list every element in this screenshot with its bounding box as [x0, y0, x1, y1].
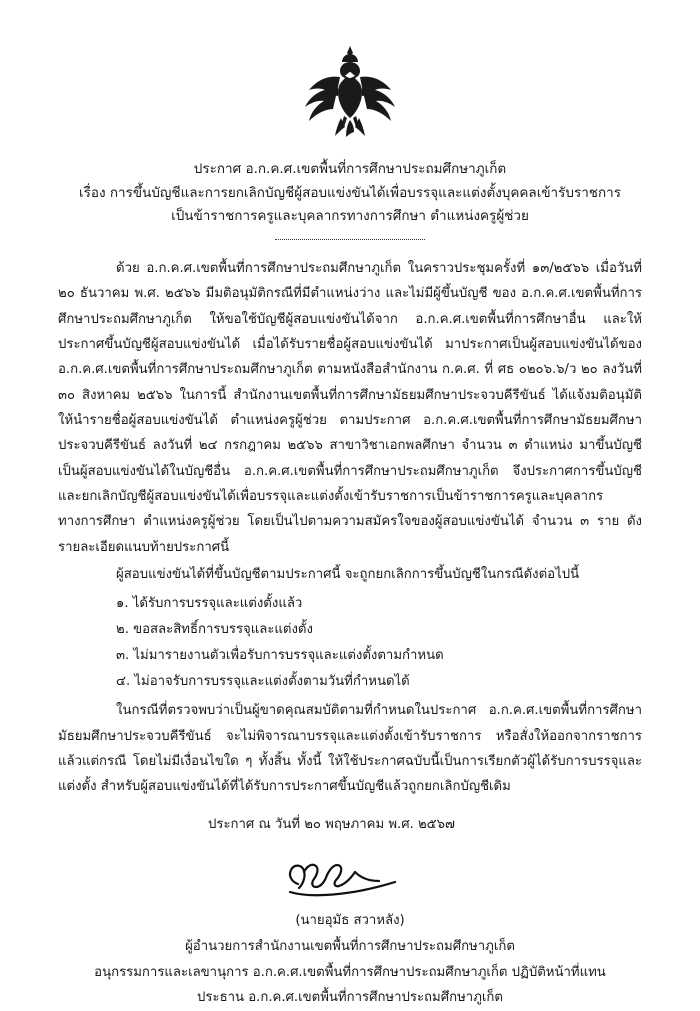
cancellation-conditions-list	[58, 591, 642, 694]
list-item: ๓. ไม่มารายงานตัวเพื่อรับการบรรจุและแต่งตั้งตามกำหนด	[116, 647, 444, 663]
announcement-date: ประกาศ ณ วันที่ ๒๐ พฤษภาคม พ.ศ. ๒๕๖๗	[208, 816, 455, 832]
signature-block	[58, 908, 642, 1011]
emblem-container	[58, 44, 642, 144]
list-item: ๔. ไม่อาจรับการบรรจุและแต่งตั้งตามวันที่กำหนดได้	[116, 673, 410, 689]
list-item: ๑. ได้รับการบรรจุและแต่งตั้งแล้ว	[116, 596, 303, 612]
garuda-emblem	[295, 44, 405, 140]
paragraph-3: ในกรณีที่ตรวจพบว่าเป็นผู้ขาดคุณสมบัติตามที่กำหนดในประกาศ อ.ก.ค.ศ.เขตพื้นที่การศึกษามัธยมศึกษาประจวบคีรีขันธ์ จะไม่พิจารณาบรรจุและแต่งตั้งเข้ารับราชการ หรือสั่งให้ออกจากราชการแล้วแต่กรณี โดยไม่มีเงื่อนไขใด ๆ ทั้งสิ้น ทั้งนี้ ให้ใช้ประกาศฉบับนี้เป็นการเรียกตัวผู้ได้รับการบรรจุและแต่งตั้ง สำหรับผู้สอบแข่งขันได้ที่ได้รับการประกาศขึ้นบัญชีแล้วถูกยกเลิกบัญชีเดิม	[58, 703, 642, 795]
signer-title-3: ประธาน อ.ก.ค.ศ.เขตพื้นที่การศึกษาประถมศึกษาภูเก็ต	[197, 990, 503, 1006]
paragraph-2: ผู้สอบแข่งขันได้ที่ขึ้นบัญชีตามประกาศนี้ จะถูกยกเลิกการขึ้นบัญชีในกรณีดังต่อไปนี้	[116, 567, 580, 582]
paragraph-1: ด้วย อ.ก.ค.ศ.เขตพื้นที่การศึกษาประถมศึกษาภูเก็ต ในคราวประชุมครั้งที่ ๑๓/๒๕๖๖ เมื่อวันที่ ๒๐ ธันวาคม พ.ศ. ๒๕๖๖ มีมติอนุมัติกรณีที่มีตำแหน่งว่าง และไม่มีผู้ขึ้นบัญชี ของ อ.ก.ค.ศ.เขตพื้นที่การศึกษาประถมศึกษาภูเก็ต ให้ขอใช้บัญชีผู้สอบแข่งขันได้จาก อ.ก.ค.ศ.เขตพื้นที่การศึกษาอื่น และให้ประกาศขึ้นบัญชีผู้สอบแข่งขันได้ เมื่อได้รับรายชื่อผู้สอบแข่งขันได้ มาประกาศเป็นผู้สอบแข่งขันได้ของ อ.ก.ค.ศ.เขตพื้นที่การศึกษาประถมศึกษาภูเก็ต ตามหนังสือสำนักงาน ก.ค.ศ. ที่ ศธ ๐๒๐๖.๖/ว ๒๐ ลงวันที่ ๓๐ สิงหาคม ๒๕๖๖ ในการนี้ สำนักงานเขตพื้นที่การศึกษามัธยมศึกษาประจวบคีรีขันธ์ ได้แจ้งมติอนุมัติให้นำรายชื่อผู้สอบแข่งขันได้ ตำแหน่งครูผู้ช่วย ตามประกาศ อ.ก.ค.ศ.เขตพื้นที่การศึกษามัธยมศึกษาประจวบคีรีขันธ์ ลงวันที่ ๒๔ กรกฎาคม ๒๕๖๖ สาขาวิชาเอกพลศึกษา จำนวน ๓ ตำแหน่ง มาขึ้นบัญชีเป็นผู้สอบแข่งขันได้ในบัญชีอื่น อ.ก.ค.ศ.เขตพื้นที่การศึกษาประถมศึกษาภูเก็ต จึงประกาศการขึ้นบัญชีและยกเลิกบัญชีผู้สอบแข่งขันได้เพื่อบรรจุและแต่งตั้งเข้ารับราชการเป็นข้าราชการครูและบุคลากรทางการศึกษา ตำแหน่งครูผู้ช่วย โดยเป็นไปตามความสมัครใจของผู้สอบแข่งขันได้ จำนวน ๓ ราย ดังรายละเอียดแนบท้ายประกาศนี้	[58, 260, 642, 555]
handwritten-signature	[260, 850, 440, 906]
document-heading	[58, 158, 642, 240]
signature-area	[58, 850, 642, 908]
heading-line-3: เป็นข้าราชการครูและบุคลากรทางการศึกษา ตำแหน่งครูผู้ช่วย	[171, 208, 529, 225]
heading-line-2: เรื่อง การขึ้นบัญชีและการยกเลิกบัญชีผู้สอบแข่งขันได้เพื่อบรรจุและแต่งตั้งบุคคลเข้ารับราชการ	[79, 184, 621, 201]
signer-title-2: อนุกรรมการและเลขานุการ อ.ก.ค.ศ.เขตพื้นที่การศึกษาประถมศึกษาภูเก็ต ปฏิบัติหน้าที่แทน	[94, 964, 606, 980]
heading-divider	[275, 239, 425, 240]
signer-title-1: ผู้อำนวยการสำนักงานเขตพื้นที่การศึกษาประถมศึกษาภูเก็ต	[185, 938, 515, 954]
heading-line-1: ประกาศ อ.ก.ค.ศ.เขตพื้นที่การศึกษาประถมศึกษาภูเก็ต	[193, 161, 507, 177]
document-body	[58, 256, 642, 837]
list-item: ๒. ขอสละสิทธิ์การบรรจุและแต่งตั้ง	[116, 622, 313, 638]
signer-name: (นายอุมัธ สวาหลัง)	[295, 913, 405, 929]
